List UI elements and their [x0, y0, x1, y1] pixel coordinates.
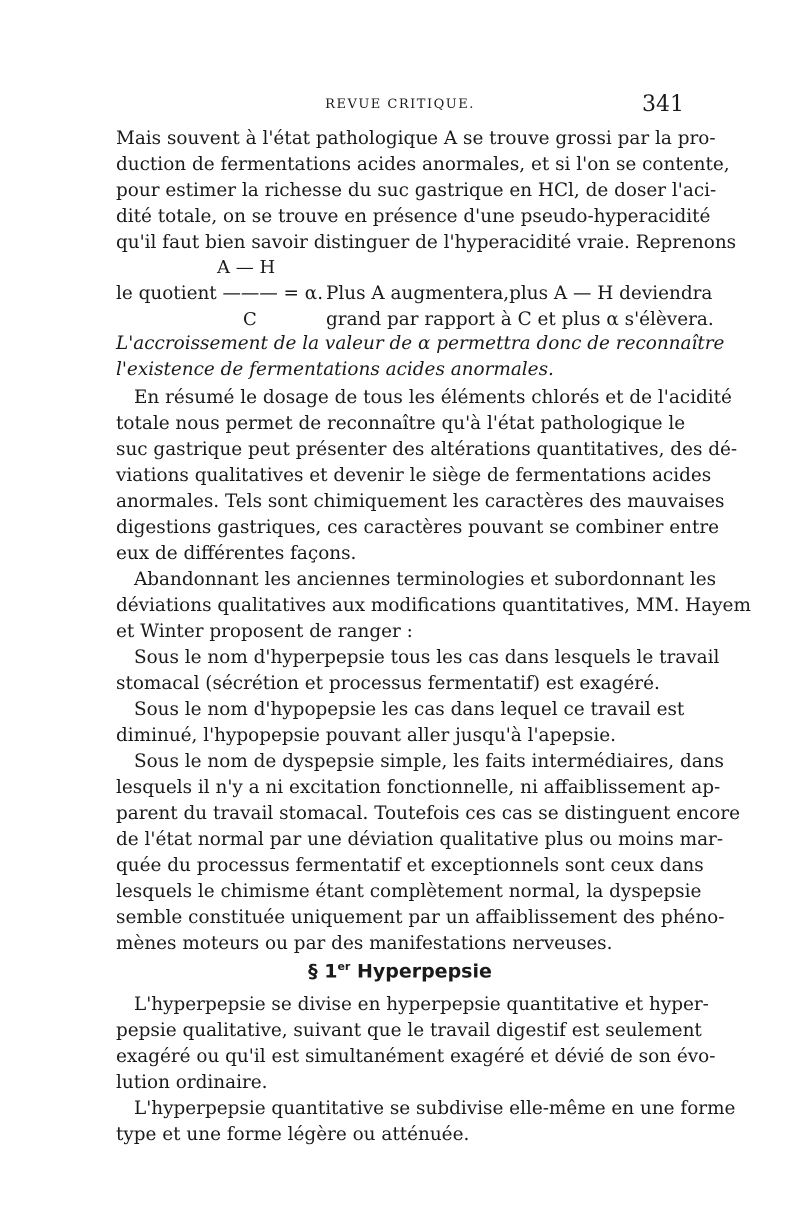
text-line: stomacal (sécrétion et processus fermentatif) est exagéré. [116, 673, 660, 694]
text-line: anormales. Tels sont chimiquement les caractères des mauvaises [116, 491, 725, 512]
section-title: Hyperpepsie [350, 960, 492, 983]
text-line: Sous le nom d'hyperpepsie tous les cas dans lesquels le travail [134, 647, 720, 668]
text-line: lesquels le chimisme étant complètement normal, la dyspepsie [116, 881, 702, 902]
text-line: digestions gastriques, ces caractères pouvant se combiner entre [116, 517, 720, 538]
text-line: mènes moteurs ou par des manifestations nerveuses. [116, 933, 613, 954]
text-line: semble constituée uniquement par un affaiblissement des phéno- [116, 907, 725, 928]
text-line: En résumé le dosage de tous les éléments chlorés et de l'acidité [134, 387, 732, 408]
text-line: lution ordinaire. [116, 1072, 268, 1093]
text-line: diminué, l'hypopepsie pouvant aller jusqu'à l'apepsie. [116, 725, 616, 746]
text-line: Mais souvent à l'état pathologique A se trouve grossi par la pro- [116, 128, 716, 149]
text-line: L'hyperpepsie quantitative se subdivise elle-même en une forme [134, 1098, 736, 1119]
text-line: Abandonnant les anciennes terminologies et subordonnant les [134, 569, 717, 590]
section-prefix: § 1 [308, 960, 338, 983]
text-line: suc gastrique peut présenter des altérations quantitatives, des dé- [116, 439, 738, 460]
text-line: exagéré ou qu'il est simultanément exagéré et dévié de son évo- [116, 1046, 716, 1067]
section-heading [0, 960, 800, 982]
text-line: déviations qualitatives aux modifications quantitatives, MM. Hayem [116, 595, 751, 616]
text-line: pour estimer la richesse du suc gastrique en HCl, de doser l'aci- [116, 180, 717, 201]
text-line: quée du processus fermentatif et exceptionnels sont ceux dans [116, 855, 704, 876]
text-line: Sous le nom d'hypopepsie les cas dans lequel ce travail est [134, 699, 685, 720]
text-line: totale nous permet de reconnaître qu'à l'état pathologique le [116, 413, 686, 434]
text-line: L'hyperpepsie se divise en hyperpepsie quantitative et hyper- [134, 994, 709, 1015]
italic-line: L'accroissement de la valeur de α permettra donc de reconnaître [116, 333, 725, 354]
text-line: type et une forme légère ou atténuée. [116, 1124, 470, 1145]
formula-sentence-continued: grand par rapport à C et plus α s'élèvera. [326, 309, 714, 330]
text-line: parent du travail stomacal. Toutefois ces cas se distinguent encore [116, 803, 741, 824]
formula-numerator: A — H [217, 257, 276, 278]
text-line: dité totale, on se trouve en présence d'une pseudo-hyperacidité [116, 206, 711, 227]
page-number: 341 [642, 92, 684, 117]
italic-line: l'existence de fermentations acides anormales. [116, 359, 554, 380]
formula-denominator: C [243, 309, 257, 330]
text-line: eux de différentes façons. [116, 543, 357, 564]
text-line: Sous le nom de dyspepsie simple, les faits intermédiaires, dans [134, 751, 724, 772]
text-line: pepsie qualitative, suivant que le travail digestif est seulement [116, 1020, 702, 1041]
formula-quotient: le quotient ——— = α. [116, 283, 324, 304]
text-line: viations qualitatives et devenir le siège de fermentations acides [116, 465, 712, 486]
text-line: et Winter proposent de ranger : [116, 621, 413, 642]
formula-sentence: Plus A augmentera,plus A — H deviendra [326, 283, 713, 304]
text-line: lesquels il n'y a ni excitation fonctionnelle, ni affaiblissement ap- [116, 777, 721, 798]
text-line: qu'il faut bien savoir distinguer de l'hyperacidité vraie. Reprenons [116, 232, 737, 253]
text-line: de l'état normal par une déviation qualitative plus ou moins mar- [116, 829, 724, 850]
text-line: duction de fermentations acides anormales, et si l'on se contente, [116, 154, 730, 175]
section-sup: er [337, 960, 351, 973]
running-header: REVUE CRITIQUE. [325, 97, 475, 112]
